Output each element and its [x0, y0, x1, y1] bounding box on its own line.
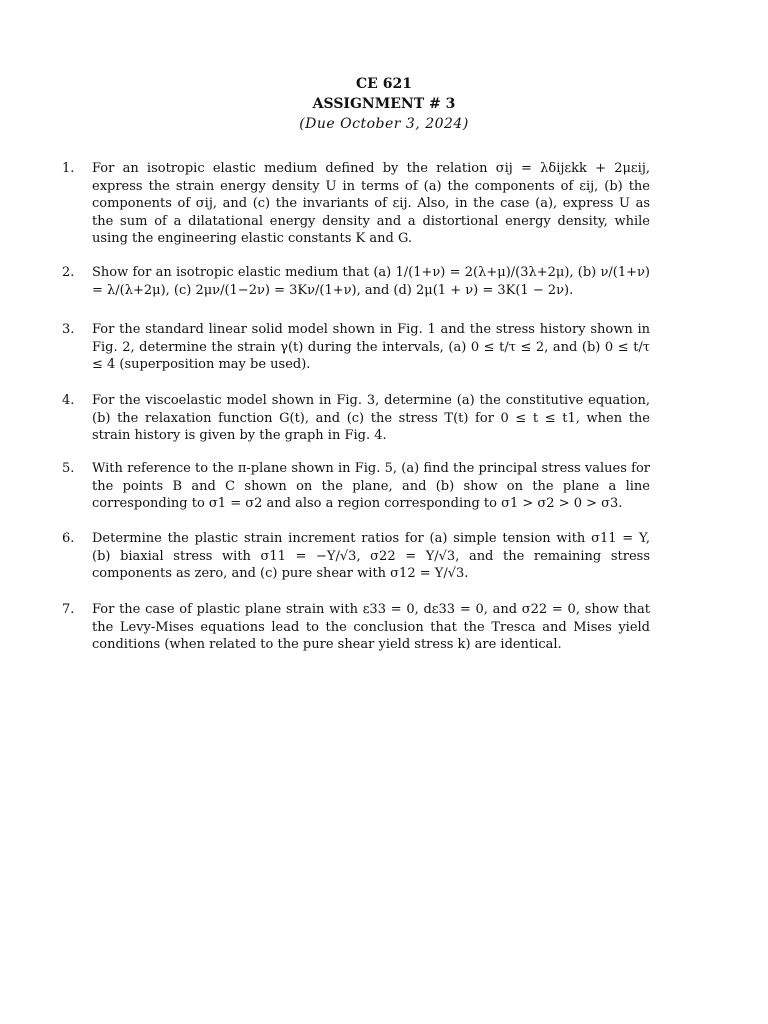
problem-text: With reference to the π-plane shown in Fig. 5, (a) find the principal stress values for the points B and C shown on the plane, and (b) show on the plane a line corresponding to σ1 = σ2 and also a region corresponding to σ1 > σ2 > 0 > σ3. — [92, 461, 650, 511]
problem-2 — [62, 264, 652, 299]
problem-number: 4. — [62, 393, 75, 408]
assignment-title: ASSIGNMENT # 3 — [312, 96, 456, 112]
problem-text: For the case of plastic plane strain with ε33 = 0, dε33 = 0, and σ22 = 0, show that the Levy-Mises equations lead to the conclusion that the Tresca and Mises yield conditions (when related to the pure shear yield stress k) are identical. — [92, 602, 650, 652]
course-code: CE 621 — [356, 76, 412, 92]
problem-4 — [62, 392, 652, 445]
problem-number: 5. — [62, 461, 75, 476]
problem-5 — [62, 460, 652, 513]
problem-text: For the viscoelastic model shown in Fig. 3, determine (a) the constitutive equation, (b) the relaxation function G(t), and (c) the stress T(t) for 0 ≤ t ≤ t1, when the strain history is given by the graph in Fig. 4. — [92, 393, 650, 443]
problem-3 — [62, 321, 652, 374]
problem-number: 1. — [62, 161, 75, 176]
problem-text: Show for an isotropic elastic medium that (a) 1/(1+ν) = 2(λ+μ)/(3λ+2μ), (b) ν/(1+ν) = λ/(λ+2μ), (c) 2μν/(1−2ν) = 3Kν/(1+ν), and (d) 2μ(1 + ν) = 3K(1 − 2ν). — [92, 265, 650, 298]
problem-6 — [62, 530, 652, 583]
problem-number: 7. — [62, 602, 75, 617]
problem-text: For an isotropic elastic medium defined by the relation σij = λδijεkk + 2μεij, express the strain energy density U in terms of (a) the components of εij, (b) the components of σij, and (c) the invariants of εij. Also, in the case (a), express U as the sum of a dilatational energy density and a distortional energy density, while using the engineering elastic constants K and G. — [92, 161, 650, 246]
problem-text: For the standard linear solid model shown in Fig. 1 and the stress history shown in Fig. 2, determine the strain γ(t) during the intervals, (a) 0 ≤ t/τ ≤ 2, and (b) 0 ≤ t/τ ≤ 4 (superposition may be used). — [92, 322, 650, 372]
problem-text: Determine the plastic strain increment ratios for (a) simple tension with σ11 = Y, (b) biaxial stress with σ11 = −Y/√3, σ22 = Y/√3, and the remaining stress components as zero, and (c) pure shear with σ12 = Y/√3. — [92, 531, 650, 581]
problem-number: 6. — [62, 531, 75, 546]
problem-number: 3. — [62, 322, 75, 337]
problem-1 — [62, 160, 652, 248]
problem-7 — [62, 601, 652, 654]
document-header — [0, 74, 768, 134]
due-date: (Due October 3, 2024) — [299, 116, 469, 132]
problem-number: 2. — [62, 265, 75, 280]
